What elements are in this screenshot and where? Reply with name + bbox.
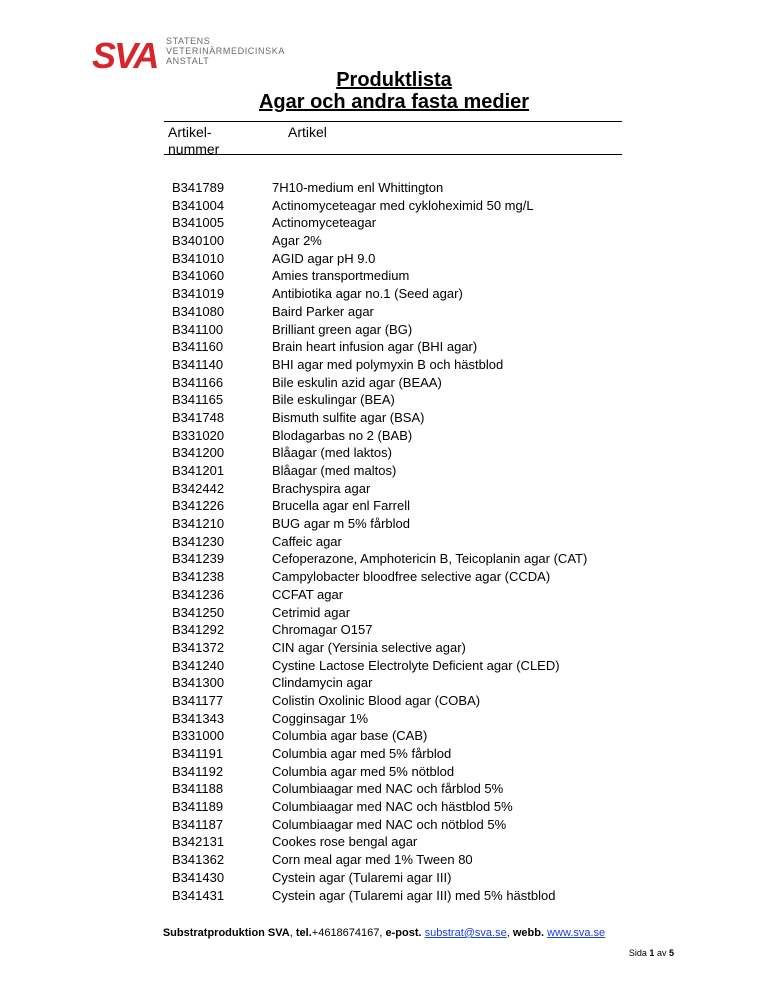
- article-name: Cystein agar (Tularemi agar III) med 5% hästblod: [272, 887, 556, 903]
- article-number: B341292: [172, 622, 225, 638]
- article-name: Blodagarbas no 2 (BAB): [272, 427, 413, 443]
- article-number: B341010: [172, 250, 225, 266]
- page-number: Sida 1 av 5: [628, 948, 674, 958]
- article-number: B341140: [172, 356, 224, 372]
- table-row: [172, 604, 632, 622]
- article-name: Cogginsagar 1%: [272, 710, 369, 726]
- article-number: B341250: [172, 604, 225, 620]
- column-header-article: Artikel: [288, 124, 327, 140]
- article-number: B341192: [172, 763, 224, 779]
- table-row: [172, 550, 632, 568]
- table-row: [172, 763, 632, 781]
- article-name: Blåagar (med maltos): [272, 463, 397, 478]
- footer-web-link[interactable]: www.sva.se: [547, 927, 606, 939]
- footer-email-link[interactable]: substrat@sva.se: [424, 927, 507, 939]
- article-number: B341004: [172, 197, 225, 213]
- article-number: B341789: [172, 180, 225, 195]
- article-number: B331020: [172, 427, 225, 443]
- sva-logo-mark: [92, 38, 158, 72]
- page-subtitle: Agar och andra fasta medier: [258, 91, 530, 113]
- table-row: [172, 267, 632, 285]
- article-number: B341100: [172, 321, 224, 337]
- article-name: CCFAT agar: [272, 586, 344, 602]
- logo-mark-text: SVA: [92, 38, 158, 72]
- article-name: Caffeic agar: [272, 533, 342, 549]
- article-number: B341431: [172, 887, 225, 903]
- article-number: B342131: [172, 834, 225, 850]
- table-row: [172, 887, 632, 905]
- product-list: [172, 179, 632, 904]
- table-row: [172, 356, 632, 374]
- table-row: [172, 462, 632, 480]
- footer: Substratproduktion SVA, tel.+4618674167, e-post. substrat@sva.se, webb. www.sva.se: [162, 927, 606, 939]
- table-row: [172, 639, 632, 657]
- article-name: BUG agar m 5% fårblod: [272, 516, 411, 532]
- article-name: Brain heart infusion agar (BHI agar): [272, 339, 478, 355]
- footer-web-label: webb.: [512, 927, 545, 939]
- article-name: Amies transportmedium: [272, 268, 410, 284]
- article-name: Cefoperazone, Amphotericin B, Teicoplanin agar (CAT): [272, 551, 588, 567]
- table-row: [172, 798, 632, 816]
- table-row: [172, 250, 632, 268]
- article-name: Brachyspira agar: [272, 480, 371, 496]
- article-number: B341160: [172, 339, 224, 355]
- table-row: [172, 374, 632, 392]
- article-name: Cystine Lactose Electrolyte Deficient agar (CLED): [272, 657, 560, 673]
- article-name: Bismuth sulfite agar (BSA): [272, 409, 425, 425]
- article-number: B341200: [172, 445, 225, 461]
- table-row: [172, 444, 632, 462]
- logo-line: ANSTALT: [166, 56, 210, 66]
- sva-logo: [92, 38, 285, 72]
- article-number: B340100: [172, 233, 225, 249]
- article-name: Cetrimid agar: [272, 604, 351, 620]
- article-name: BHI agar med polymyxin B och hästblod: [272, 356, 504, 372]
- article-number: B341230: [172, 533, 225, 549]
- article-number: B341177: [172, 692, 224, 708]
- footer-tel-label: tel.: [295, 927, 312, 939]
- table-row: [172, 497, 632, 515]
- article-name: Clindamycin agar: [272, 675, 373, 691]
- article-number: B341019: [172, 286, 225, 302]
- page-title: Produktlista: [336, 69, 452, 91]
- table-row: [172, 214, 632, 232]
- article-number: B341165: [172, 392, 224, 408]
- table-row: [172, 338, 632, 356]
- table-row: [172, 427, 632, 445]
- table-row: [172, 727, 632, 745]
- table-row: [172, 816, 632, 834]
- article-name: Brucella agar enl Farrell: [272, 498, 411, 514]
- table-row: [172, 285, 632, 303]
- table-header: [164, 121, 622, 155]
- table-row: [172, 869, 632, 887]
- article-name: Columbia agar med 5% nötblod: [272, 763, 455, 779]
- table-row: [172, 833, 632, 851]
- table-row: [172, 780, 632, 798]
- article-number: B341210: [172, 516, 225, 532]
- article-number: B341201: [172, 463, 225, 478]
- table-row: [172, 851, 632, 869]
- article-name: Columbiaagar med NAC och nötblod 5%: [272, 816, 507, 832]
- article-number: B341226: [172, 498, 225, 514]
- table-row: [172, 692, 632, 710]
- article-name: Baird Parker agar: [272, 303, 374, 319]
- article-name: Colistin Oxolinic Blood agar (COBA): [272, 692, 481, 708]
- article-number: B341343: [172, 710, 225, 726]
- column-header-number: Artikel- nummer: [168, 124, 220, 157]
- article-number: B341005: [172, 215, 225, 231]
- article-number: B341240: [172, 657, 225, 673]
- article-number: B342442: [172, 480, 225, 496]
- article-number: B341430: [172, 869, 225, 885]
- article-number: B341080: [172, 303, 225, 319]
- article-name: Actinomyceteagar: [272, 215, 377, 231]
- article-name: Campylobacter bloodfree selective agar (CCDA): [272, 569, 551, 585]
- table-row: [172, 745, 632, 763]
- article-number: B341166: [172, 374, 224, 390]
- logo-line: VETERINÄRMEDICINSKA: [166, 46, 285, 56]
- article-number: B331000: [172, 728, 225, 744]
- article-number: B341188: [172, 781, 224, 797]
- table-row: [172, 586, 632, 604]
- article-name: Antibiotika agar no.1 (Seed agar): [272, 286, 463, 302]
- article-number: B341189: [172, 799, 224, 815]
- table-row: [172, 409, 632, 427]
- table-row: [172, 232, 632, 250]
- article-name: AGID agar pH 9.0: [272, 250, 376, 266]
- article-name: Bile eskulin azid agar (BEAA): [272, 374, 442, 390]
- article-number: B341191: [172, 746, 224, 761]
- article-name: Bile eskulingar (BEA): [272, 392, 395, 408]
- article-name: Corn meal agar med 1% Tween 80: [272, 852, 473, 868]
- article-number: B341239: [172, 551, 225, 567]
- article-name: Columbia agar med 5% fårblod: [272, 746, 452, 761]
- table-row: [172, 197, 632, 215]
- article-number: B341362: [172, 852, 225, 868]
- article-name: Cystein agar (Tularemi agar III): [272, 869, 452, 885]
- article-number: B341060: [172, 268, 225, 284]
- article-number: B341236: [172, 586, 225, 602]
- article-name: Columbia agar base (CAB): [272, 728, 428, 744]
- table-row: [172, 657, 632, 675]
- article-name: Actinomyceteagar med cykloheximid 50 mg/L: [272, 197, 534, 213]
- article-number: B341300: [172, 675, 225, 691]
- table-row: [172, 568, 632, 586]
- article-name: 7H10-medium enl Whittington: [272, 180, 444, 195]
- article-number: B341187: [172, 816, 224, 832]
- article-number: B341238: [172, 569, 225, 585]
- table-row: [172, 515, 632, 533]
- article-name: CIN agar (Yersinia selective agar): [272, 639, 466, 655]
- table-row: [172, 621, 632, 639]
- article-name: Columbiaagar med NAC och hästblod 5%: [272, 799, 513, 815]
- table-row: [172, 321, 632, 339]
- footer-tel: +4618674167: [311, 927, 380, 939]
- article-name: Agar 2%: [272, 233, 322, 249]
- article-name: Brilliant green agar (BG): [272, 321, 413, 337]
- table-row: [172, 480, 632, 498]
- footer-org: Substratproduktion SVA: [162, 927, 290, 939]
- table-row: [172, 391, 632, 409]
- article-name: Columbiaagar med NAC och fårblod 5%: [272, 781, 504, 797]
- table-row: [172, 179, 632, 197]
- logo-wordmark: [166, 36, 285, 66]
- table-row: [172, 303, 632, 321]
- table-row: [172, 533, 632, 551]
- article-number: B341748: [172, 409, 225, 425]
- article-number: B341372: [172, 639, 225, 655]
- article-name: Chromagar O157: [272, 622, 373, 638]
- article-name: Cookes rose bengal agar: [272, 834, 418, 850]
- table-row: [172, 674, 632, 692]
- table-row: [172, 710, 632, 728]
- article-name: Blåagar (med laktos): [272, 445, 392, 461]
- footer-email-label: e-post.: [385, 927, 422, 939]
- logo-line: STATENS: [166, 36, 211, 46]
